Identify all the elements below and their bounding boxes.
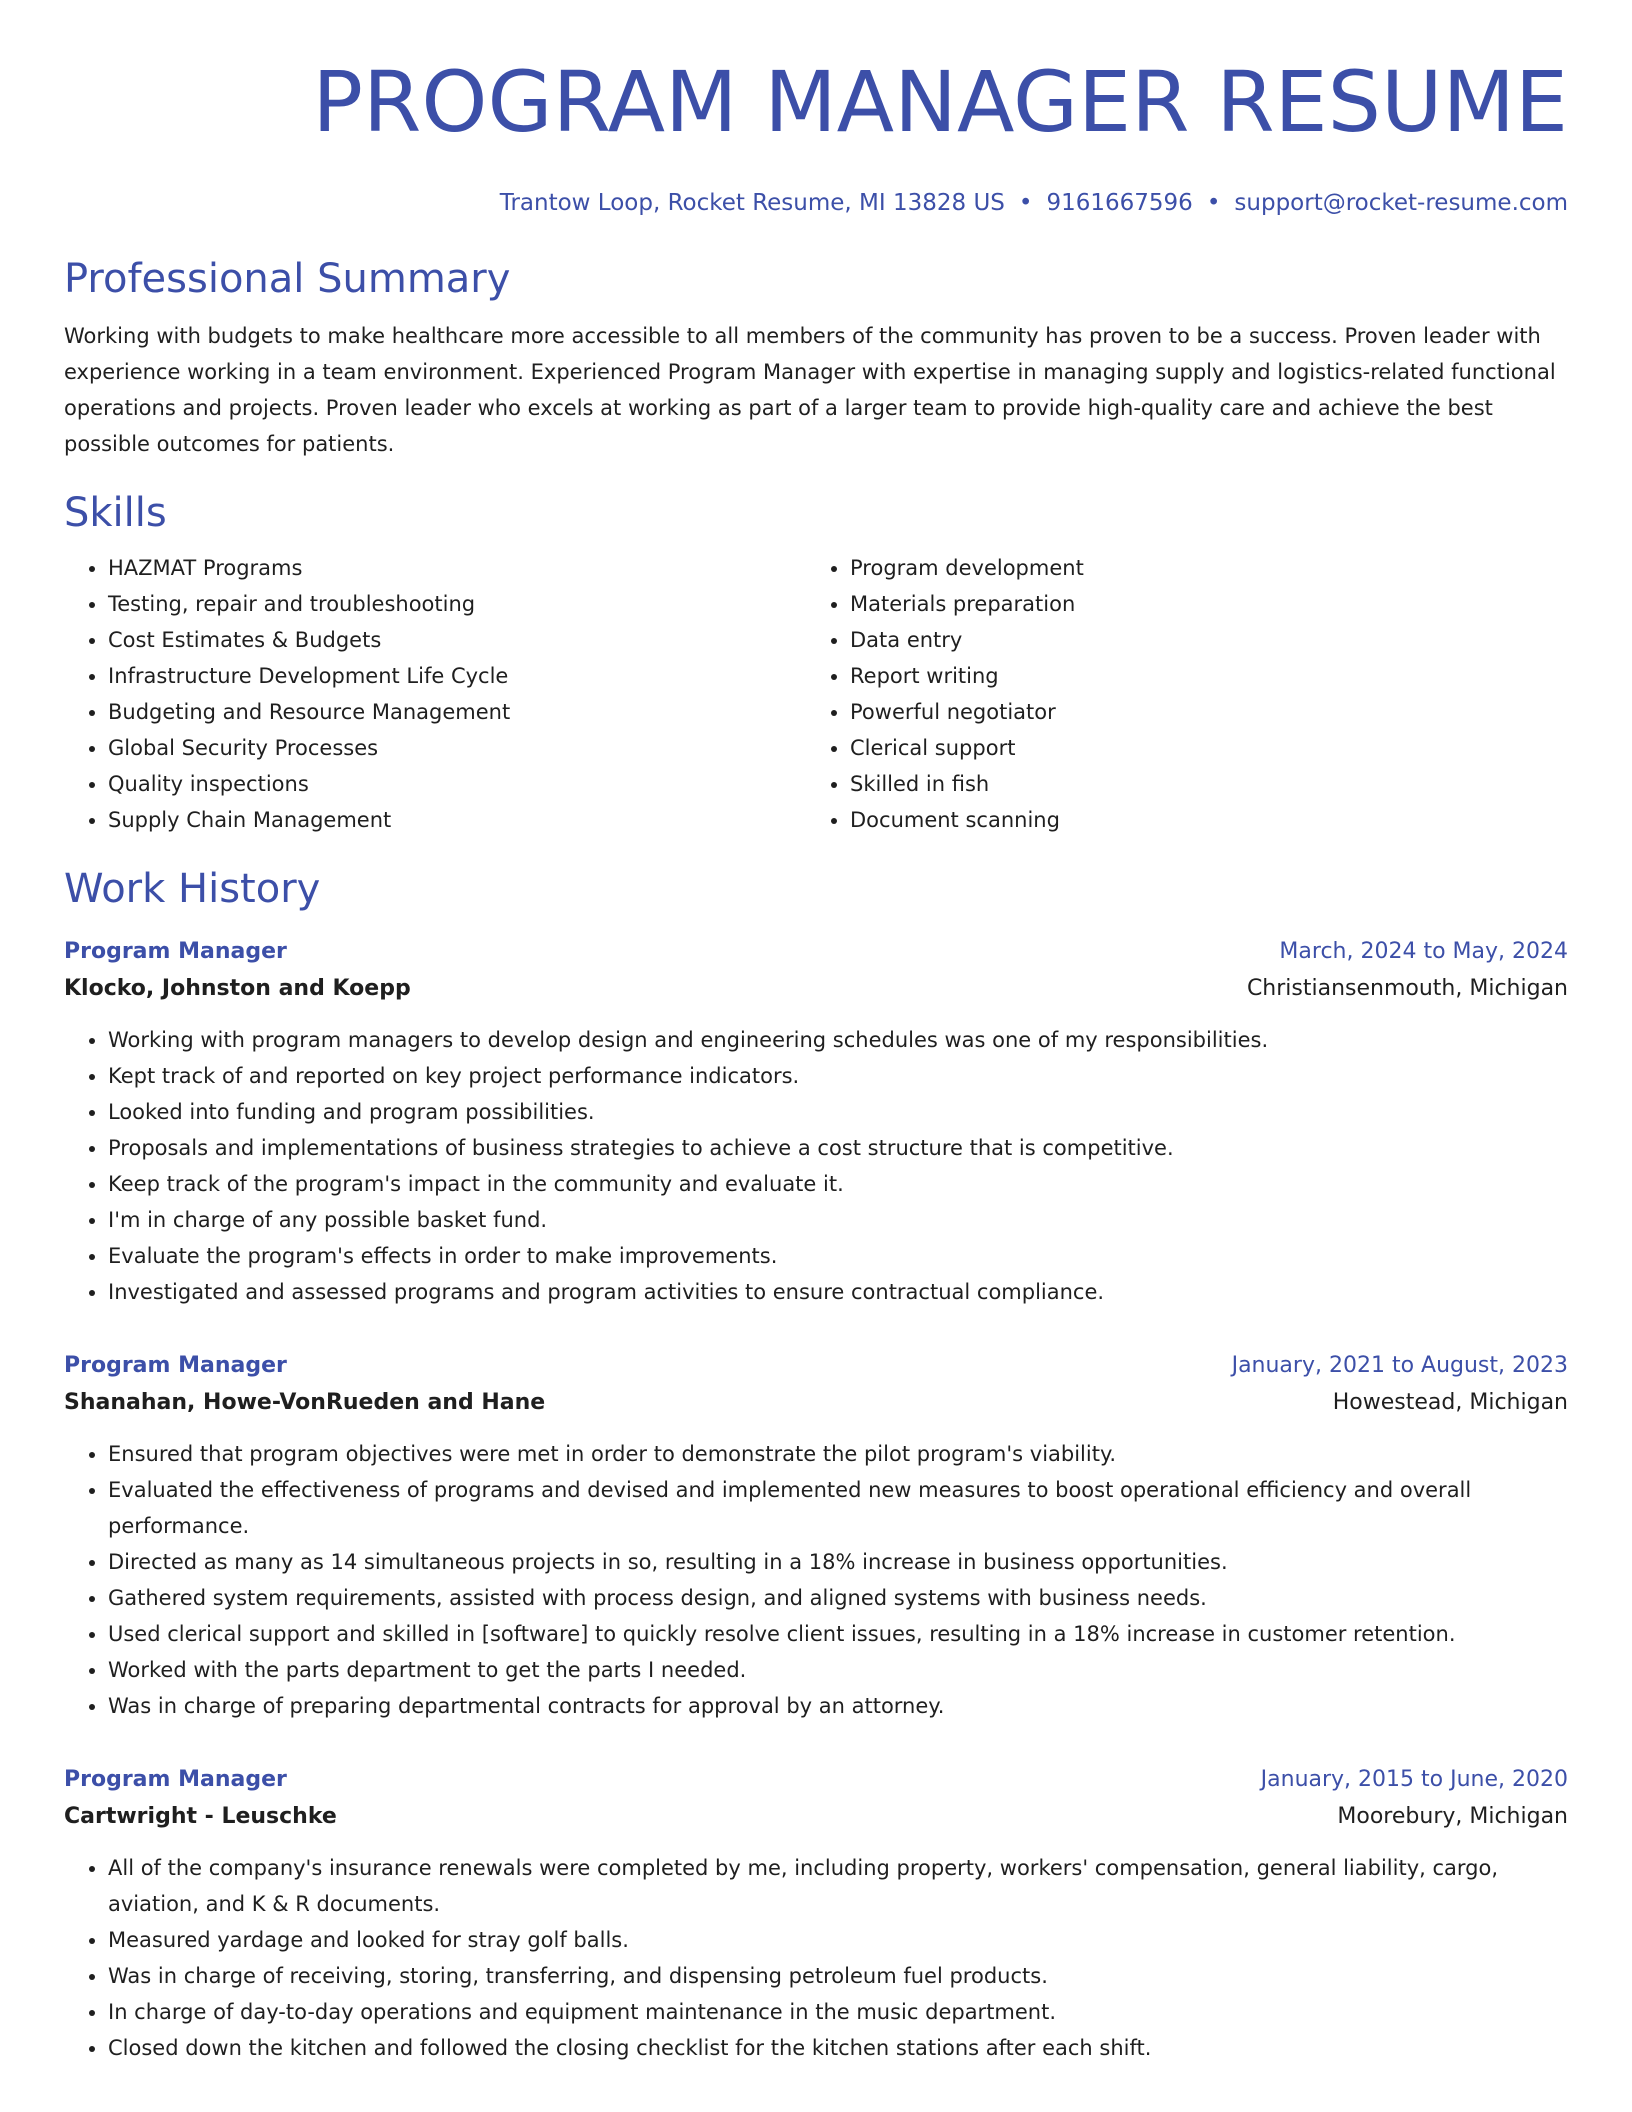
skill-item: • Materials preparation [850,586,1548,622]
skill-item: • Skilled in fish [850,766,1548,802]
responsibility-item: • Looked into funding and program possibilities. [108,1094,1568,1130]
job-responsibilities [64,1850,1568,2066]
skill-item: • Global Security Processes [108,730,806,766]
contact-phone: 9161667596 [1046,190,1193,216]
job-entry [64,1348,1568,1724]
responsibility-item: • Used clerical support and skilled in [software] to quickly resolve client issues, resulting in a 18% increase in customer retention. [108,1616,1568,1652]
skill-item: • Clerical support [850,730,1548,766]
resume-name: PROGRAM MANAGER RESUME [312,53,1568,151]
resume-page [64,0,1568,2066]
skill-item: • Supply Chain Management [108,802,806,838]
responsibility-item: • In charge of day-to-day operations and equipment maintenance in the music department. [108,1994,1568,2030]
skills-heading: Skills [64,490,167,536]
work-history-heading: Work History [64,866,321,912]
job-employer-row [64,1798,1568,1836]
skill-item: • HAZMAT Programs [108,550,806,586]
skill-item: • Powerful negotiator [850,694,1548,730]
responsibility-item: • Measured yardage and looked for stray golf balls. [108,1922,1568,1958]
job-location: Christiansenmouth, Michigan [1246,976,1568,1001]
responsibility-item: • All of the company's insurance renewals were completed by me, including property, workers' compensation, general liability, cargo, aviation, and K & R documents. [108,1850,1568,1922]
job-location: Moorebury, Michigan [1337,1804,1568,1829]
job-title: Program Manager [64,1767,287,1792]
summary-heading: Professional Summary [64,256,511,302]
contact-address: Trantow Loop, Rocket Resume, MI 13828 US [499,190,1005,216]
summary-text: Working with budgets to make healthcare more accessible to all members of the community has proven to be a success. Proven leader with experience working in a team environment. Experienced Program Manager with expertise in managing supply and logistics-related functional operations and projects. Proven leader who excels at working as part of a larger team to provide high-quality care and achieve the best possible outcomes for patients. [64,324,1556,456]
job-company: Klocko, Johnston and Koepp [64,976,411,1001]
responsibility-item: • I'm in charge of any possible basket fund. [108,1202,1568,1238]
job-header-row [64,1348,1568,1384]
resume-header [64,0,1568,218]
job-company: Shanahan, Howe-VonRueden and Hane [64,1390,546,1415]
job-employer-row [64,1384,1568,1422]
contact-email: support@rocket-resume.com [1234,190,1568,216]
responsibility-item: • Directed as many as 14 simultaneous projects in so, resulting in a 18% increase in business opportunities. [108,1544,1568,1580]
job-header-row [64,1762,1568,1798]
job-dates: January, 2021 to August, 2023 [1231,1353,1568,1378]
responsibility-item: • Was in charge of receiving, storing, transferring, and dispensing petroleum fuel products. [108,1958,1568,1994]
skill-item: • Data entry [850,622,1548,658]
job-header-row [64,934,1568,970]
job-company: Cartwright - Leuschke [64,1804,337,1829]
contact-line [64,188,1568,218]
skill-item: • Document scanning [850,802,1548,838]
skills-column-right [806,550,1548,838]
skill-item: • Program development [850,550,1548,586]
skill-item: • Report writing [850,658,1548,694]
job-location: Howestead, Michigan [1332,1390,1568,1415]
skill-item: • Testing, repair and troubleshooting [108,586,806,622]
responsibility-item: • Working with program managers to develop design and engineering schedules was one of my responsibilities. [108,1022,1568,1058]
skill-item: • Quality inspections [108,766,806,802]
skills-column-left [64,550,806,838]
responsibility-item: • Ensured that program objectives were met in order to demonstrate the pilot program's viability. [108,1436,1568,1472]
contact-separator: • [1018,190,1033,216]
responsibility-item: • Investigated and assessed programs and program activities to ensure contractual compliance. [108,1274,1568,1310]
responsibility-item: • Evaluate the program's effects in order to make improvements. [108,1238,1568,1274]
skill-item: • Budgeting and Resource Management [108,694,806,730]
job-responsibilities [64,1022,1568,1310]
responsibility-item: • Evaluated the effectiveness of programs and devised and implemented new measures to boost operational efficiency and overall performance. [108,1472,1568,1544]
job-entry [64,934,1568,1310]
contact-separator: • [1206,190,1221,216]
responsibility-item: • Kept track of and reported on key project performance indicators. [108,1058,1568,1094]
job-dates: January, 2015 to June, 2020 [1260,1767,1568,1792]
job-responsibilities [64,1436,1568,1724]
responsibility-item: • Closed down the kitchen and followed the closing checklist for the kitchen stations after each shift. [108,2030,1568,2066]
skill-item: • Cost Estimates & Budgets [108,622,806,658]
responsibility-item: • Keep track of the program's impact in the community and evaluate it. [108,1166,1568,1202]
job-employer-row [64,970,1568,1008]
job-entry [64,1762,1568,2066]
job-title: Program Manager [64,1353,287,1378]
responsibility-item: • Gathered system requirements, assisted with process design, and aligned systems with business needs. [108,1580,1568,1616]
responsibility-item: • Worked with the parts department to get the parts I needed. [108,1652,1568,1688]
job-dates: March, 2024 to May, 2024 [1279,939,1568,964]
responsibility-item: • Was in charge of preparing departmental contracts for approval by an attorney. [108,1688,1568,1724]
skills-list [64,550,1568,838]
job-title: Program Manager [64,939,287,964]
responsibility-item: • Proposals and implementations of business strategies to achieve a cost structure that is competitive. [108,1130,1568,1166]
skill-item: • Infrastructure Development Life Cycle [108,658,806,694]
